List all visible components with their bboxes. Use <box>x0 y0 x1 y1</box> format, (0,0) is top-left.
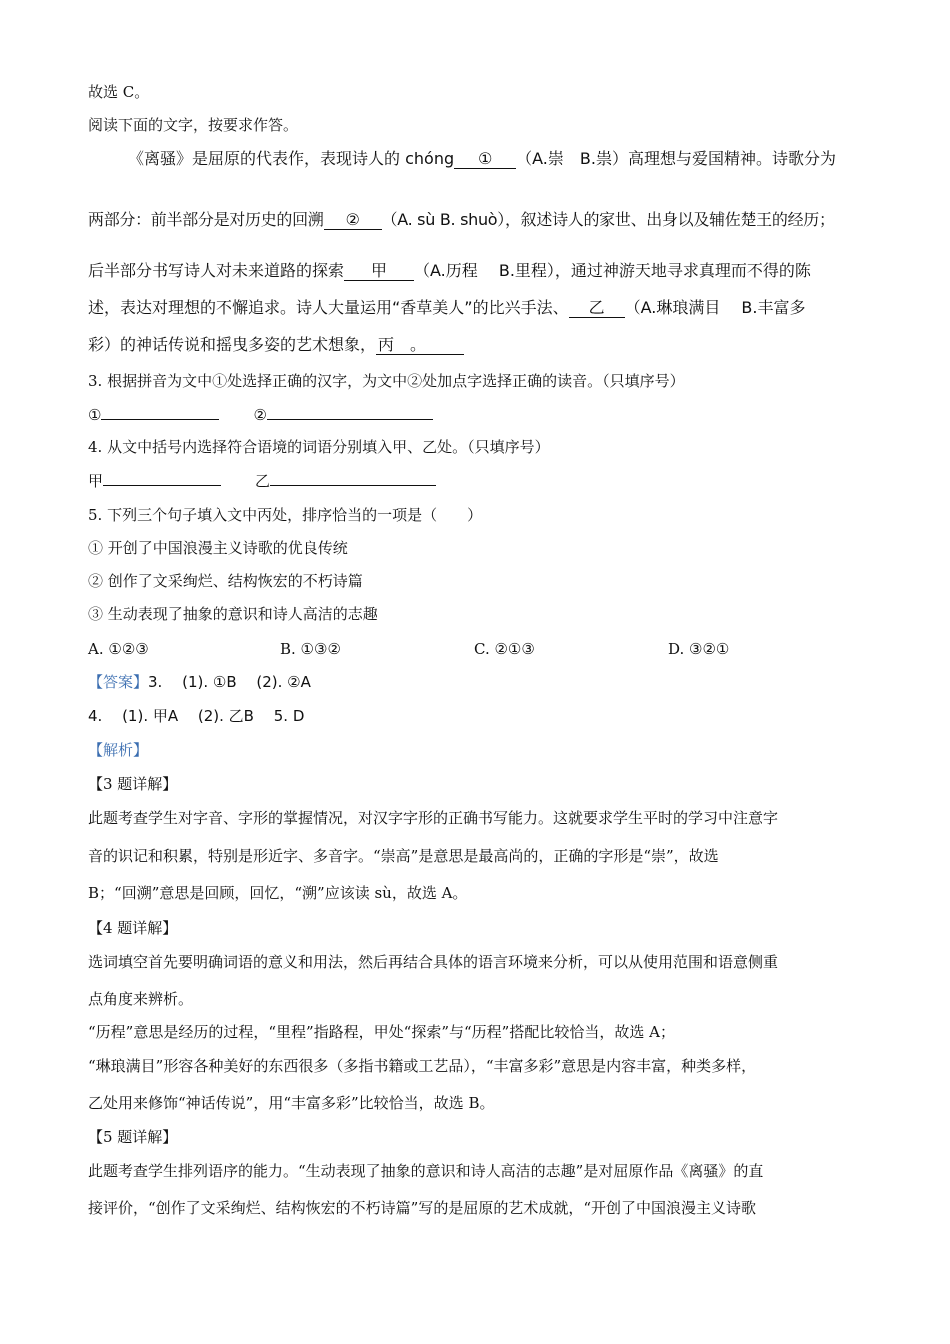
blank-jia: 甲 <box>344 262 414 281</box>
paragraph-line: “琳琅满目”形容各种美好的东西很多（多指书籍或工艺品），“丰富多彩”意思是内容丰富，种类多样， <box>88 1057 757 1075</box>
q5-detail-heading: 【5 题详解】 <box>88 1128 178 1146</box>
paragraph-line: 音的识记和积累，特别是形近字、多音字。“崇高”是意思是最高尚的，正确的字形是“崇”，故选 <box>88 847 719 865</box>
q4-detail-heading: 【4 题详解】 <box>88 919 178 937</box>
sentence-1: ① 开创了中国浪漫主义诗歌的优良传统 <box>88 539 348 557</box>
passage-line-5 <box>88 335 464 355</box>
passage-line-3 <box>88 261 811 281</box>
answer-text: 3. (1). ①B (2). ②A <box>148 673 311 691</box>
paragraph-line: 此题考查学生排列语序的能力。“生动表现了抽象的意识和诗人高洁的志趣”是对屈原作品《离骚》的直 <box>88 1162 764 1180</box>
paragraph-line: 乙处用来修饰“神话传说”，用“丰富多彩”比较恰当，故选 B。 <box>88 1094 495 1112</box>
sentence-3: ③ 生动表现了抽象的意识和诗人高洁的志趣 <box>88 605 378 623</box>
question-5-stem: 5. 下列三个句子填入文中丙处，排序恰当的一项是（ ） <box>88 506 483 524</box>
passage-text: 述，表达对理想的不懈追求。诗人大量运用“香草美人”的比兴手法、 <box>88 298 569 317</box>
question-3-stem: 3. 根据拼音为文中①处选择正确的汉字，为文中②处加点字选择正确的读音。（只填序号） <box>88 372 685 390</box>
paragraph-line: “历程”意思是经历的过程，“里程”指路程，甲处“探索”与“历程”搭配比较恰当，故选 A； <box>88 1023 675 1041</box>
paragraph-line: 接评价，“创作了文采绚烂、结构恢宏的不朽诗篇”写的是屈原的艺术成就，“开创了中国浪漫主义诗歌 <box>88 1199 757 1217</box>
passage-text: （A.崇 B.祟）高理想与爱国精神。诗歌分为 <box>516 149 836 168</box>
passage-text: （A.历程 B.里程），通过神游天地寻求真理而不得的陈 <box>414 261 811 280</box>
paragraph-line: 点角度来辨析。 <box>88 990 194 1008</box>
blank-bing: 丙 。 <box>376 336 464 355</box>
q3-detail-heading: 【3 题详解】 <box>88 775 178 793</box>
passage-text: 两部分：前半部分是对历史的回溯 <box>88 210 324 229</box>
answer-blank[interactable] <box>101 419 219 420</box>
answer-label: 甲 <box>88 472 104 490</box>
answer-label: 乙 <box>255 472 271 490</box>
answer-heading: 【答案】 <box>88 673 149 691</box>
answer-label: ② <box>253 406 267 424</box>
paragraph-line: 选词填空首先要明确词语的意义和用法，然后再结合具体的语言环境来分析，可以从使用范围和语意侧重 <box>88 953 779 971</box>
answer-label: ① <box>88 406 102 424</box>
answer-line-1 <box>88 672 311 692</box>
reading-instruction: 阅读下面的文字，按要求作答。 <box>88 116 299 134</box>
blank-2: ② <box>324 211 382 230</box>
passage-line-2 <box>88 210 835 230</box>
paragraph-line: B；“回溯”意思是回顾，回忆，“溯”应该读 sù，故选 A。 <box>88 884 468 902</box>
answer-line-2: 4. (1). 甲A (2). 乙B 5. D <box>88 707 305 725</box>
answer-blank[interactable] <box>103 485 221 486</box>
passage-line-4 <box>88 298 806 318</box>
blank-yi: 乙 <box>569 299 625 318</box>
answer-blank[interactable] <box>270 485 436 486</box>
passage-text: （A. sù B. shuò），叙述诗人的家世、出身以及辅佐楚王的经历； <box>381 210 835 229</box>
analysis-heading: 【解析】 <box>88 741 149 759</box>
question-4-stem: 4. 从文中括号内选择符合语境的词语分别填入甲、乙处。（只填序号） <box>88 438 550 456</box>
passage-text: 《离骚》是屈原的代表作，表现诗人的 chóng <box>128 149 455 168</box>
passage-text: 彩）的神话传说和摇曳多姿的艺术想象， <box>88 335 377 354</box>
answer-blank[interactable] <box>267 419 433 420</box>
passage-text: 后半部分书写诗人对未来道路的探索 <box>88 261 345 280</box>
option-c: C. ②①③ <box>474 640 535 658</box>
passage-line-1 <box>128 149 836 169</box>
previous-answer-line: 故选 C。 <box>88 83 150 101</box>
question-3-answers <box>88 405 433 425</box>
question-4-answers <box>88 471 436 491</box>
blank-1: ① <box>454 150 516 169</box>
paragraph-line: 此题考查学生对字音、字形的掌握情况，对汉字字形的正确书写能力。这就要求学生平时的学习中注意字 <box>88 809 779 827</box>
option-b: B. ①③② <box>280 640 341 658</box>
passage-text: （A.琳琅满目 B.丰富多 <box>624 298 806 317</box>
option-a: A. ①②③ <box>88 640 149 658</box>
sentence-2: ② 创作了文采绚烂、结构恢宏的不朽诗篇 <box>88 572 363 590</box>
option-d: D. ③②① <box>668 640 730 658</box>
